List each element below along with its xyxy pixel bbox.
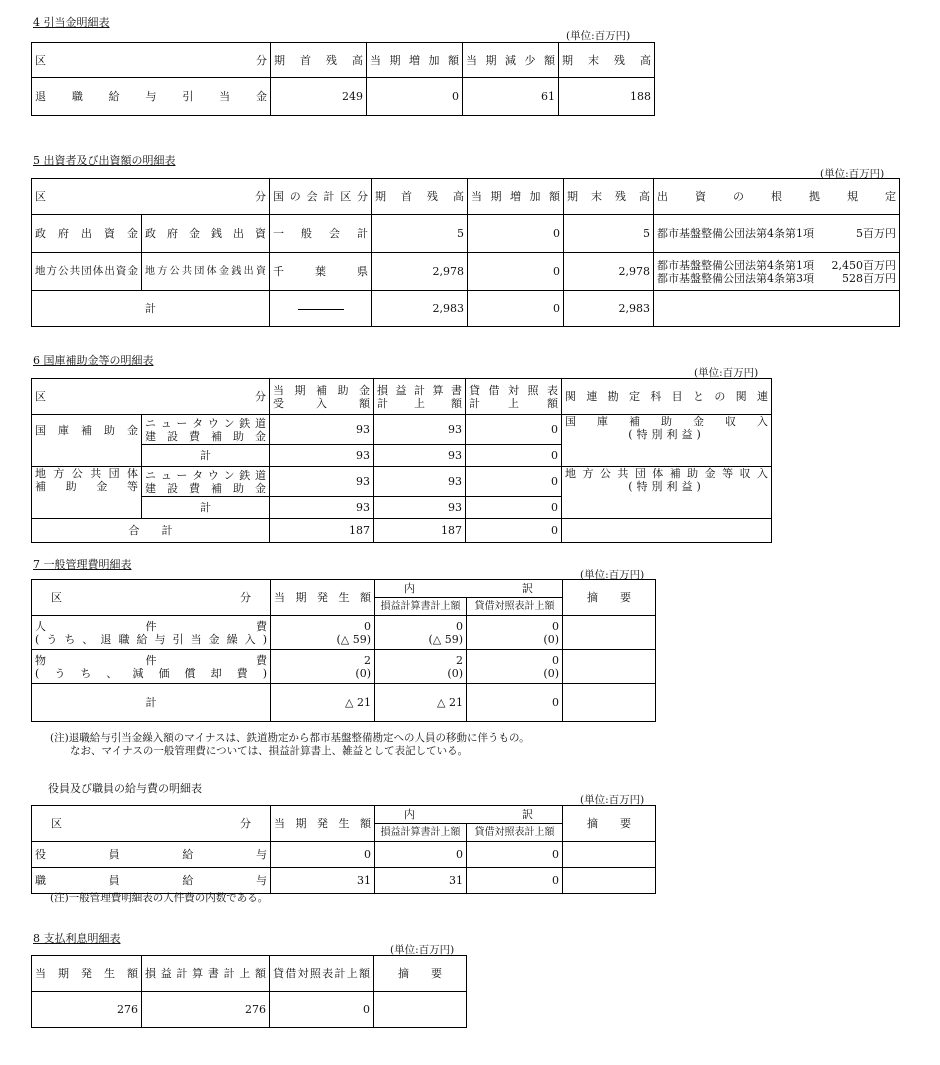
header-breakdown: 内 訳 <box>375 806 563 824</box>
section-6-unit: (単位:百万円) <box>694 367 759 379</box>
cell-value: 0 <box>467 842 563 868</box>
header-bs: 貸借対照表計上額 <box>467 598 563 616</box>
memo-cell <box>563 650 656 684</box>
cell-value: 0 <box>468 291 564 327</box>
section-4-title: 4 引当金明細表 <box>33 16 110 29</box>
cell-value: 0 <box>466 415 562 445</box>
header-category: 区 分 <box>32 806 271 842</box>
cell-value: 5 <box>372 215 468 253</box>
table-row <box>32 616 656 650</box>
section-5-unit: (単位:百万円) <box>820 168 885 180</box>
subtotal-label: 計 <box>142 445 270 467</box>
cell-value: 0 (0) <box>467 616 563 650</box>
memo-cell <box>563 842 656 868</box>
header-increase: 当期増加額 <box>367 43 463 78</box>
header-bs: 貸借対照表計上額 <box>270 956 374 992</box>
header-opening: 期首残高 <box>271 43 367 78</box>
salary-unit: (単位:百万円) <box>580 794 645 806</box>
basis-text: 都市基盤整備公団法第4条第3項 <box>657 271 814 285</box>
cell-value: 2,978 <box>372 253 468 291</box>
cell-value: 0 <box>375 842 467 868</box>
header-related: 関連勘定科目との関連 <box>562 379 772 415</box>
cell-value: 187 <box>270 519 374 543</box>
header-decrease: 当期減少額 <box>463 43 559 78</box>
cell-value: 2 (0) <box>271 650 375 684</box>
section-4-unit: (単位:百万円) <box>566 30 631 42</box>
cell-value: 93 <box>374 415 466 445</box>
related-cell: 地方公共団体補助金等収入 (特別利益) <box>562 467 772 519</box>
total-row <box>32 684 656 722</box>
header-amount: 当期発生額 <box>32 956 142 992</box>
row-label: 退職給与引当金 <box>32 78 271 116</box>
total-row <box>32 291 900 327</box>
cell-value: 93 <box>270 497 374 519</box>
table-row <box>32 992 467 1028</box>
dash-cell <box>270 291 372 327</box>
header-pl: 損益計算書計上額 <box>375 598 467 616</box>
cell-value: 2,983 <box>564 291 654 327</box>
row-account: 千葉県 <box>270 253 372 291</box>
note-2: なお、マイナスの一般管理費については、損益計算書上、雑益として表記している。 <box>70 745 469 757</box>
cell-value: 2,983 <box>372 291 468 327</box>
memo-cell <box>563 684 656 722</box>
row-label: 物件費 (うち、減価償却費) <box>32 650 271 684</box>
section-7-unit: (単位:百万円) <box>580 569 645 581</box>
cell-value: 5 <box>564 215 654 253</box>
cell-value: 0 <box>467 684 563 722</box>
cell-value: 2 (0) <box>375 650 467 684</box>
header-memo: 摘 要 <box>374 956 467 992</box>
total-label: 合 計 <box>32 519 270 543</box>
cell-value: 0 <box>466 497 562 519</box>
header-closing: 期末残高 <box>559 43 655 78</box>
memo-cell <box>374 992 467 1028</box>
table-row <box>32 467 772 497</box>
related-cell: 国庫補助金収入 (特別利益) <box>562 415 772 467</box>
header-basis: 出資の根拠規定 <box>654 179 900 215</box>
table-row <box>32 650 656 684</box>
cell-value: 0 <box>468 215 564 253</box>
cell-value: 61 <box>463 78 559 116</box>
cell-value: 0 (△ 59) <box>271 616 375 650</box>
header-category: 区 分 <box>32 179 270 215</box>
cell-value: 0 <box>467 868 563 894</box>
header-category: 区 分 <box>32 580 271 616</box>
row-category: 国庫補助金 <box>32 415 142 467</box>
basis-text: 都市基盤整備公団法第4条第1項 <box>657 227 814 240</box>
cell-value: 0 (0) <box>467 650 563 684</box>
total-row <box>32 519 772 543</box>
header-breakdown: 内 訳 <box>375 580 563 598</box>
section-7-title: 7 一般管理費明細表 <box>33 558 132 571</box>
basis-text: 都市基盤整備公団法第4条第1項 <box>657 258 814 272</box>
cell-value: 93 <box>374 445 466 467</box>
row-category: 地方公共団体 補助金等 <box>32 467 142 519</box>
note-1: (注)退職給与引当金繰入額のマイナスは、鉄道勘定から都市基盤整備勘定への人員の移動に伴うもの。 <box>50 732 530 744</box>
cell-value: 249 <box>271 78 367 116</box>
cell-value: △ 21 <box>375 684 467 722</box>
subsidy-table <box>31 378 772 543</box>
section-8-unit: (単位:百万円) <box>390 944 455 956</box>
cell-value: 187 <box>374 519 466 543</box>
interest-table <box>31 955 467 1028</box>
cell-value: 188 <box>559 78 655 116</box>
cell-value: 276 <box>32 992 142 1028</box>
basis-cell <box>654 215 900 253</box>
header-bs: 貸借対照表 計 上 額 <box>466 379 562 415</box>
table-row <box>32 842 656 868</box>
cell-value: 0 (△ 59) <box>375 616 467 650</box>
memo-cell <box>563 616 656 650</box>
basis-amount: 2,450百万円 <box>831 258 896 272</box>
cell-value: 0 <box>468 253 564 291</box>
section-8-title: 8 支払利息明細表 <box>33 932 121 945</box>
header-received: 当期補助金 受 入 額 <box>270 379 374 415</box>
related-cell <box>562 519 772 543</box>
cell-value: 0 <box>367 78 463 116</box>
salary-table <box>31 805 656 894</box>
header-pl: 損益計算書 計 上 額 <box>374 379 466 415</box>
basis-cell <box>654 253 900 291</box>
header-memo: 摘 要 <box>563 806 656 842</box>
cell-value: 0 <box>270 992 374 1028</box>
header-bs: 貸借対照表計上額 <box>467 824 563 842</box>
header-amount: 当期発生額 <box>271 580 375 616</box>
salary-note: (注)一般管理費明細表の人件費の内数である。 <box>50 892 269 904</box>
total-label: 計 <box>32 291 270 327</box>
cell-value: 0 <box>466 445 562 467</box>
header-pl: 損益計算書計上額 <box>142 956 270 992</box>
row-subcategory: 政府金銭出資 <box>142 215 270 253</box>
cell-value: 93 <box>270 445 374 467</box>
investment-table <box>31 178 900 327</box>
cell-value: 93 <box>270 415 374 445</box>
row-category: 地方公共団体出資金 <box>32 253 142 291</box>
row-category: 政府出資金 <box>32 215 142 253</box>
section-6-title: 6 国庫補助金等の明細表 <box>33 354 154 367</box>
cell-value: △ 21 <box>271 684 375 722</box>
table-row <box>32 78 655 116</box>
header-category: 区 分 <box>32 43 271 78</box>
header-increase: 当期増加額 <box>468 179 564 215</box>
table-row <box>32 868 656 894</box>
row-label: 職員給与 <box>32 868 271 894</box>
cell-value: 93 <box>374 497 466 519</box>
cell-value: 0 <box>271 842 375 868</box>
basis-amount: 528百万円 <box>842 271 896 285</box>
total-label: 計 <box>32 684 271 722</box>
subtotal-label: 計 <box>142 497 270 519</box>
cell-value: 93 <box>270 467 374 497</box>
table-row <box>32 215 900 253</box>
allowance-table <box>31 42 655 116</box>
salary-title: 役員及び職員の給与費の明細表 <box>48 782 202 795</box>
cell-value: 31 <box>271 868 375 894</box>
row-account: 一般会計 <box>270 215 372 253</box>
row-label: 人件費 (うち、退職給与引当金繰入) <box>32 616 271 650</box>
header-memo: 摘 要 <box>563 580 656 616</box>
cell-value: 31 <box>375 868 467 894</box>
header-amount: 当期発生額 <box>271 806 375 842</box>
cell-value: 2,978 <box>564 253 654 291</box>
table-row <box>32 253 900 291</box>
header-opening: 期首残高 <box>372 179 468 215</box>
memo-cell <box>563 868 656 894</box>
table-row <box>32 415 772 445</box>
basis-amount: 5百万円 <box>856 227 896 240</box>
cell-value: 0 <box>466 467 562 497</box>
basis-cell <box>654 291 900 327</box>
cell-value: 0 <box>466 519 562 543</box>
row-subcategory: ニュータウン鉄道 建設費補助金 <box>142 467 270 497</box>
header-category: 区 分 <box>32 379 270 415</box>
header-pl: 損益計算書計上額 <box>375 824 467 842</box>
header-closing: 期末残高 <box>564 179 654 215</box>
admin-expense-table <box>31 579 656 722</box>
cell-value: 93 <box>374 467 466 497</box>
cell-value: 276 <box>142 992 270 1028</box>
section-5-title: 5 出資者及び出資額の明細表 <box>33 154 176 167</box>
row-label: 役員給与 <box>32 842 271 868</box>
row-subcategory: 地方公共団体金銭出資 <box>142 253 270 291</box>
row-subcategory: ニュータウン鉄道 建設費補助金 <box>142 415 270 445</box>
header-account: 国の会計区分 <box>270 179 372 215</box>
